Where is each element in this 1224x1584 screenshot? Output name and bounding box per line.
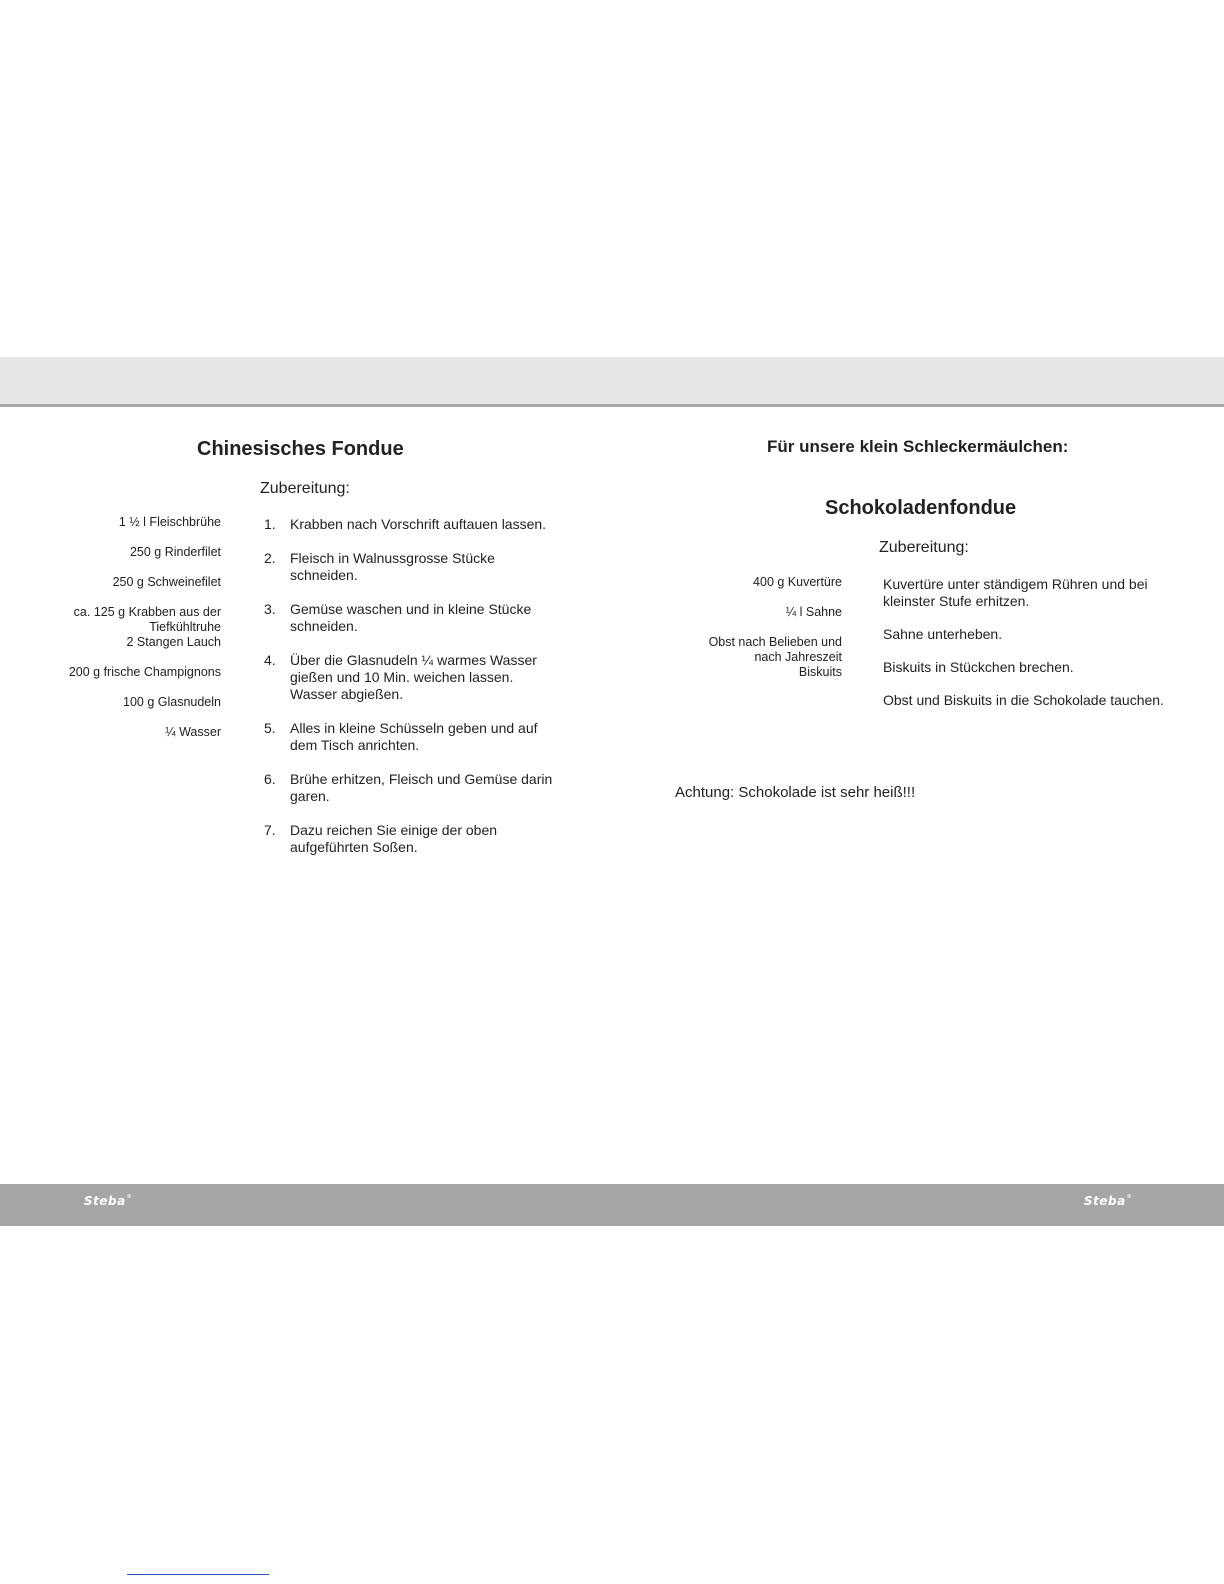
step-item [262,601,562,635]
step-item: Sahne unterheben. [883,626,1003,642]
step-number: 7. [264,822,276,838]
step-item [262,516,562,533]
ingredient-list-right [680,575,842,695]
step-text: Gemüse waschen und in kleine Stücke schneiden. [290,601,532,634]
step-item: Biskuits in Stückchen brechen. [883,659,1074,675]
step-item [262,720,562,754]
recipe-title-chinese-fondue: Chinesisches Fondue [197,438,404,460]
step-number: 5. [264,720,276,736]
ingredient-item: 250 g Rinderfilet [129,545,221,559]
ingredient-item: ¼ l Sahne [785,605,842,619]
step-item [262,822,562,856]
step-text: Brühe erhitzen, Fleisch und Gemüse darin garen. [290,771,553,804]
section-heading-kids: Für unsere klein Schleckermäulchen: [767,437,1069,456]
ingredient-item: 2 Stangen Lauch [126,635,221,649]
step-text: Alles in kleine Schüsseln geben und auf dem Tisch anrichten. [290,720,538,753]
warning-note: Achtung: Schokolade ist sehr heiß!!! [675,784,916,801]
header-band [0,357,1224,407]
step-text: Über die Glasnudeln ¼ warmes Wasser gießen und 10 Min. weichen lassen. Wasser abgießen. [290,652,537,702]
brand-logo-right: Steba® [1084,1194,1133,1208]
step-number: 6. [264,771,276,787]
step-item: Obst und Biskuits in die Schokolade tauchen. [883,692,1164,708]
step-item [262,652,562,703]
footer-band [0,1184,1224,1226]
step-item: Kuvertüre unter ständigem Rühren und bei kleinster Stufe erhitzen. [883,576,1148,609]
ingredient-item: Biskuits [798,665,842,679]
ingredient-item: ca. 125 g Krabben aus der Tiefkühltruhe [73,605,221,634]
step-number: 1. [264,516,276,532]
recipe-title-chocolate-fondue: Schokoladenfondue [825,497,1017,519]
step-text: Fleisch in Walnussgrosse Stücke schneiden. [290,550,495,583]
step-list-left [262,516,562,873]
ingredient-item: 1 ½ l Fleischbrühe [118,515,221,529]
ingredient-item: 250 g Schweinefilet [112,575,221,589]
step-text: Dazu reichen Sie einige der oben aufgeführten Soßen. [290,822,498,855]
step-list-right [883,576,1183,725]
brand-logo-text: Steba [1084,1194,1126,1208]
link-underline [127,1574,269,1575]
ingredient-item: Obst nach Belieben und nach Jahreszeit [708,635,842,664]
ingredient-item: 100 g Glasnudeln [123,695,221,709]
brand-logo-text: Steba [84,1194,126,1208]
ingredient-item: 400 g Kuvertüre [753,575,842,589]
step-number: 4. [264,652,276,668]
ingredient-item: 200 g frische Champignons [68,665,221,679]
preparation-label-left: Zubereitung: [260,480,350,497]
ingredient-item: ¼ Wasser [165,725,221,739]
brand-logo-left: Steba® [84,1194,133,1208]
step-text: Krabben nach Vorschrift auftauen lassen. [290,516,547,532]
step-item [262,550,562,584]
ingredient-list-left [40,515,221,755]
step-number: 3. [264,601,276,617]
step-number: 2. [264,550,276,566]
preparation-label-right: Zubereitung: [879,539,969,556]
step-item [262,771,562,805]
